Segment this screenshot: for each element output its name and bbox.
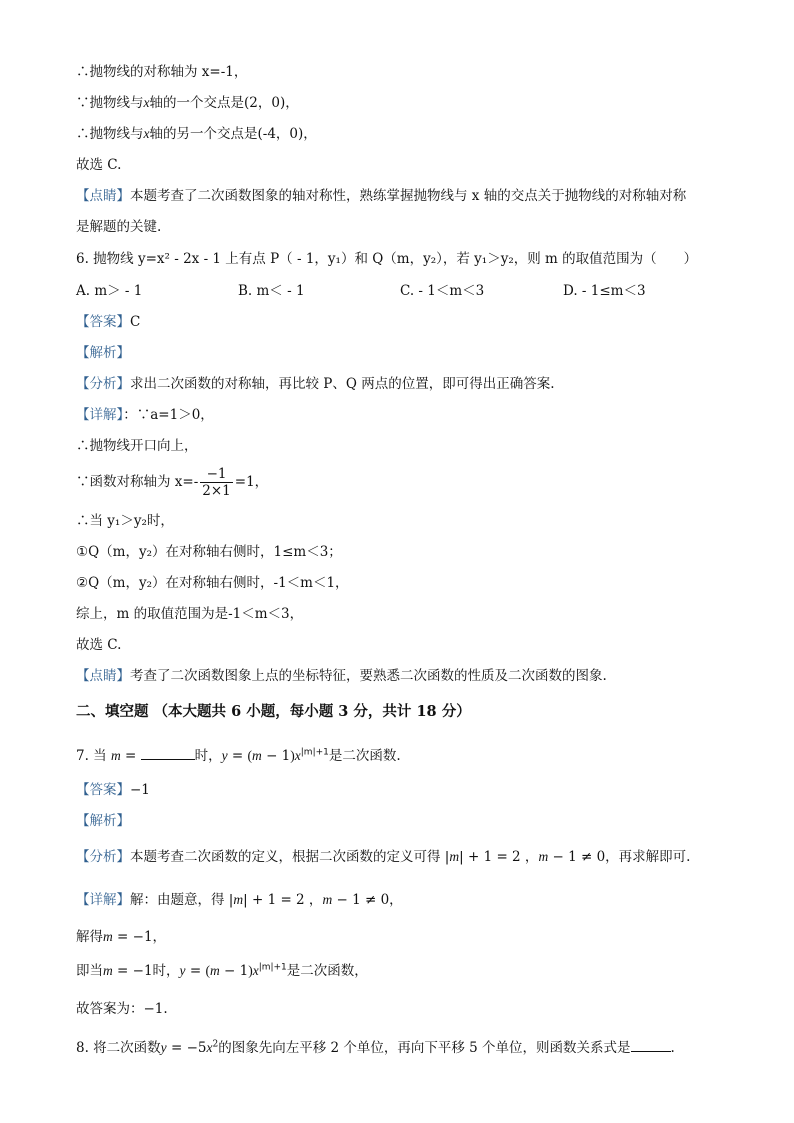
analysis-tag: 【解析】 bbox=[76, 345, 130, 361]
text-line: 是解题的关键. bbox=[76, 219, 162, 235]
text-line: 故选 C. bbox=[76, 637, 122, 653]
question-7: 7. 当 m = 时，$y = (m - 1)x^{|m|+1}$是二次函数. bbox=[76, 745, 401, 766]
detail-line: 【详解】：∵a=1＞0， bbox=[76, 407, 214, 423]
text-line: 综上，m 的取值范围为是-1＜m＜3， bbox=[76, 606, 304, 622]
question-6: 6. 抛物线 y=x² - 2x - 1 上有点 P（ - 1，y₁）和 Q（m，y₂），若 y₁＞y₂，则 m 的取值范围为（ ） bbox=[76, 251, 698, 267]
option-a: A. m＞ - 1 bbox=[76, 283, 143, 299]
remark-line: 【点睛】本题考查了二次函数图象的轴对称性，熟练掌握抛物线与 x 轴的交点关于抛物线的对称轴对称 bbox=[76, 188, 687, 204]
detail-line: 【详解】解：由题意，得 |m| + 1 = 2 ，m − 1 ≠ 0， bbox=[76, 892, 403, 908]
text-line: 解得m = −1， bbox=[76, 929, 167, 945]
option-c: C. - 1＜m＜3 bbox=[400, 283, 485, 299]
answer-blank bbox=[631, 1037, 671, 1052]
text-line: 即当m = −1时，$y = (m - 1)x^{|m|+1}$是二次函数， bbox=[76, 962, 368, 979]
analysis-line: 【分析】本题考查二次函数的定义，根据二次函数的定义可得 |m| + 1 = 2 ，m − 1 ≠ 0，再求解即可. bbox=[76, 849, 691, 865]
remark-tag: 【点睛】 bbox=[76, 188, 130, 204]
formula-line: ∵函数对称轴为 x=- $\frac{-1}{2\times 1}$ =1， bbox=[76, 466, 269, 499]
question-8: 8. 将二次函数$y = -5x^2$的图象先向左平移 2 个单位，再向下平移 5 个单位，则函数关系式是 . bbox=[76, 1037, 675, 1058]
text-line: ①Q（m，y₂）在对称轴右侧时，1≤m＜3； bbox=[76, 544, 342, 560]
section-heading: 二、填空题 （本大题共 6 小题，每小题 3 分，共计 18 分） bbox=[76, 703, 471, 720]
answer-line: 【答案】C bbox=[76, 314, 141, 330]
remark-line: 【点睛】考查了二次函数图象上点的坐标特征，要熟悉二次函数的性质及二次函数的图象. bbox=[76, 668, 607, 684]
fraction: $\frac{-1}{2\times 1}$ bbox=[202, 466, 231, 499]
analysis-tag: 【解析】 bbox=[76, 813, 130, 829]
text-line: ∴抛物线的对称轴为 x=-1， bbox=[76, 64, 248, 80]
answer-tag: 【答案】 bbox=[76, 314, 130, 330]
analysis-line: 【分析】求出二次函数的对称轴，再比较 P、Q 两点的位置，即可得出正确答案. bbox=[76, 376, 555, 392]
text-line: 故选 C. bbox=[76, 157, 122, 173]
answer-blank bbox=[141, 745, 195, 760]
text-line: ∴抛物线开口向上， bbox=[76, 438, 198, 454]
text-line: ∴抛物线与x轴的另一个交点是(-4，0)， bbox=[76, 126, 317, 142]
option-b: B. m＜ - 1 bbox=[238, 283, 305, 299]
answer-line: 【答案】−1 bbox=[76, 782, 150, 798]
text-line: 故答案为：−1. bbox=[76, 1001, 168, 1017]
text-line: ∴当 y₁＞y₂时， bbox=[76, 513, 174, 529]
text-line: ∵抛物线与x轴的一个交点是(2，0)， bbox=[76, 95, 299, 111]
text-line: ②Q（m，y₂）在对称轴右侧时，-1＜m＜1， bbox=[76, 575, 349, 591]
option-d: D. - 1≤m＜3 bbox=[563, 283, 646, 299]
